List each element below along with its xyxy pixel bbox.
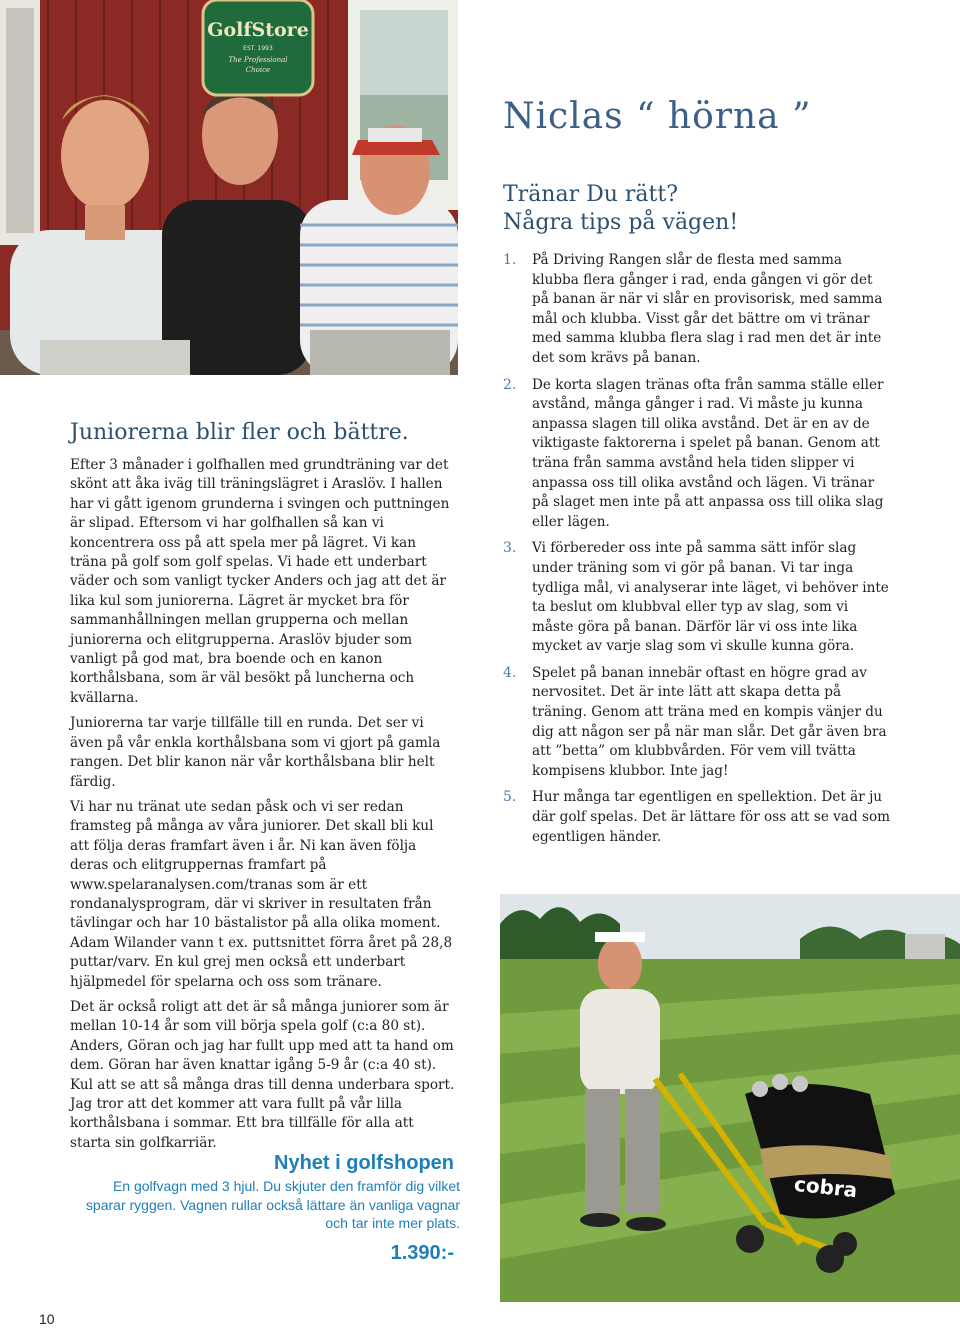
tip-number: 2. [503, 376, 517, 393]
shop-description: En golfvagn med 3 hjul. Du skjuter den framför dig vilket sparar ryggen. Vagnen rullar också lättare än vanliga vagnar och tar inte mer plats. [85, 1178, 460, 1231]
tip-text: Vi förbereder oss inte på samma sätt inför slag under träning som vi gör på banan. Vi tar inga tydliga mål, vi analyserar inte läget, vi behöver inte ta beslut om klubbval eller typ av slag, som vi måste göra på banan. Därför lär vi oss inte lika mycket av varje slag som vi skulle kunna göra. [532, 540, 889, 655]
page-title: Niclas “ hörna ” [503, 96, 812, 137]
tip-text: På Driving Rangen slår de flesta med samma klubba flera gånger i rad, enda gången vi gör det på banan är när vi slår en provisorisk, med samma mål och klubba. Visst går det bättre om vi tränar med samma klubba flera slag i rad men det är inte det som krävs på banan. [532, 252, 883, 366]
shop-promo [80, 1152, 460, 1265]
article-paragraph: Det är också roligt att det är så många juniorer som är mellan 10-14 år som vill börja spela golf (c:a 80 st). Anders, Göran och jag har fullt upp med att ta hand om dem. Göran har även knattar igång 5-9 år (c:a 40 st). Kul att se att så många dras till denna underbara sport. Jag tror att det kommer att vara fullt på vår lilla korthålsbana i sommar. Ett bra tillfälle för alla att starta sin golfkarriär. [70, 998, 455, 1151]
sign-text-established: EST. 1993 [243, 45, 273, 52]
photo-golfer-with-trolley [500, 894, 960, 1302]
sign-text-name: GolfStore [207, 19, 309, 41]
tip-number: 4. [503, 664, 517, 681]
photo-golfers-at-clubhouse [0, 0, 458, 375]
tip-number: 5. [503, 789, 517, 806]
tip-item-3 [503, 539, 893, 657]
page-number: 10 [39, 1311, 55, 1327]
tips-heading [503, 181, 738, 237]
article-paragraph: Vi har nu tränat ute sedan påsk och vi ser redan framsteg på många av våra juniorer. Det skall bli kul att följa deras framfart även i år. Ni kan även följa deras och elitgruppernas framfart på www.spelaranalysen.com/tranas som är ett rondanalysprogram, där vi skriver in resultaten från tävlingar och har 10 bästalistor på alla olika moment. Adam Wilander vann t ex. puttsnittet förra året på 28,8 puttar/varv. En kul grej men också ett underbart hjälpmedel för spelarna och oss som tränare. [70, 798, 453, 990]
article-paragraph: Efter 3 månader i golfhallen med grundträning var det skönt att åka iväg till träningslägret i Araslöv. I hallen har vi gått igenom grunderna i svingen och puttningen är slipad. Eftersom vi har golfhallen så kan vi koncentrera oss på att spela mer på lägret. Vi kan träna på golf som golf spelas. Vi hade ett underbart väder och som vanligt tycker Anders och jag att det är lika kul som juniorerna. Lägret är mycket bra för sammanhållningen mellan grupperna och mellan juniorerna och elitgrupperna. Araslöv bjuder som vanligt på god mat, bra boende och en kanon korthålsbana, som är väl besökt på luncherna och kvällarna. [70, 457, 450, 706]
photo-trolley-image [500, 894, 960, 1302]
article-paragraph: Juniorerna tar varje tillfälle till en runda. Det ser vi även på vår enkla korthålsbana som vi gjort på gamla rangen. Det blir kanon när vår korthålsbana blir helt färdig. [70, 715, 441, 790]
sign-text-choice: Choice [245, 66, 271, 74]
tip-text: Spelet på banan innebär oftast en högre grad av nervositet. Det är inte lätt att skapa detta på träning. Genom att träna med en kompis vänjer du dig att någon ser på när man slår. Det går även bra att ”betta” om klubbvården. För vem vill tvätta kompisens klubbor. Inte jag! [532, 664, 887, 779]
bag-brand-text: cobra [793, 1171, 859, 1203]
tip-item-4 [503, 664, 893, 782]
article-body [70, 456, 455, 1159]
article-heading: Juniorerna blir fler och bättre. [70, 420, 409, 445]
tip-text: De korta slagen tränas ofta från samma ställe eller avstånd, många gånger i rad. Vi måste ju kunna anpassa slagen till olika avstånd. Det är en av de viktigaste faktorerna i spelet på banan. Genom att träna från samma avstånd hela tiden slipper vi anpassa oss till olika avstånd och lägen. Vi tränar på slaget men inte på att anpassa oss till olika slag eller lägen. [532, 376, 884, 530]
tip-text: Hur många tar egentligen en spellektion. Det är ju där golf spelas. Det är lättare för oss att se vad som egentligen händer. [532, 789, 891, 845]
shop-price: 1.390:- [390, 1241, 454, 1264]
shop-title: Nyhet i golfshopen [274, 1152, 454, 1174]
tip-item-2 [503, 376, 893, 533]
photo-golfers-image [0, 0, 458, 375]
sign-text-tagline: The Professional [228, 56, 288, 64]
tip-item-5 [503, 788, 893, 847]
tips-list [503, 251, 893, 854]
tips-heading-line2: Några tips på vägen! [503, 210, 739, 235]
tip-number: 1. [503, 252, 517, 268]
tip-item-1 [503, 251, 893, 369]
tips-heading-line1: Tränar Du rätt? [503, 182, 679, 207]
tip-number: 3. [503, 540, 517, 557]
golfstore-sign [203, 0, 313, 95]
